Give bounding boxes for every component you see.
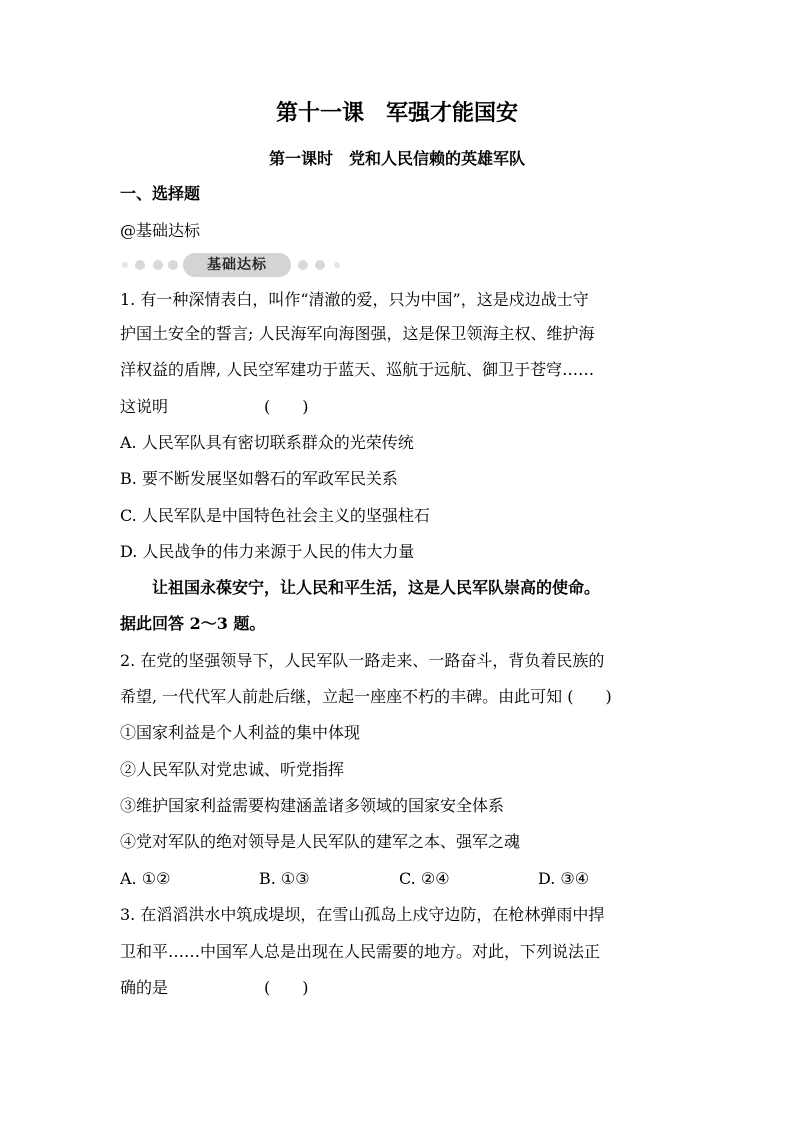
question-2-option-a: A. ①②: [120, 869, 171, 888]
question-1-option-a: A. 人民军队具有密切联系群众的光荣传统: [120, 433, 414, 452]
question-1-line: 洋权益的盾牌, 人民空军建功于蓝天、巡航于远航、御卫于苍穹……: [120, 360, 595, 379]
banner-label: 基础达标: [183, 253, 291, 277]
question-2-statement: ①国家利益是个人利益的集中体现: [120, 723, 361, 742]
question-1-line: 这说明 ( ): [120, 397, 309, 416]
material-text: 让祖国永葆安宁，让人民和平生活，这是人民军队崇高的使命。: [152, 578, 601, 597]
banner-dot: [153, 260, 163, 270]
banner-dot: [122, 262, 128, 268]
level-note: @基础达标: [120, 221, 201, 240]
question-2-statement: ③维护国家利益需要构建涵盖诸多领域的国家安全体系: [120, 796, 505, 815]
question-3-line: 3. 在滔滔洪水中筑成堤坝，在雪山孤岛上戍守边防，在枪林弹雨中捍: [120, 905, 605, 924]
lesson-title: 第十一课 军强才能国安: [275, 101, 518, 126]
banner-dot: [135, 260, 145, 270]
banner-dot: [298, 260, 308, 270]
question-1-option-d: D. 人民战争的伟力来源于人民的伟大力量: [120, 542, 415, 561]
question-2-line: 希望, 一代代军人前赴后继，立起一座座不朽的丰碑。由此可知 ( ): [120, 687, 612, 706]
banner-dot: [315, 260, 325, 270]
question-2-statement: ④党对军队的绝对领导是人民军队的建军之本、强军之魂: [120, 832, 521, 851]
lesson-subtitle: 第一课时 党和人民信赖的英雄军队: [268, 149, 525, 168]
section-heading: 一、选择题: [120, 184, 201, 203]
question-2-option-d: D. ③④: [538, 869, 590, 888]
question-3-line: 卫和平……中国军人总是出现在人民需要的地方。对此，下列说法正: [120, 942, 601, 961]
question-2-option-c: C. ②④: [399, 869, 450, 888]
question-2-line: 2. 在党的坚强领导下，人民军队一路走来、一路奋斗，背负着民族的: [120, 651, 605, 670]
banner-dot: [334, 262, 340, 268]
question-2-statement: ②人民军队对党忠诚、听党指挥: [120, 760, 345, 779]
question-1-option-b: B. 要不断发展坚如磐石的军政军民关系: [120, 469, 398, 488]
question-1-option-c: C. 人民军队是中国特色社会主义的坚强柱石: [120, 506, 430, 525]
level-banner: [120, 253, 360, 277]
question-1-line: 护国土安全的誓言; 人民海军向海图强，这是保卫领海主权、维护海: [120, 324, 595, 343]
question-1-line: 1. 有一种深情表白，叫作“清澈的爱，只为中国”，这是戍边战士守: [120, 290, 589, 309]
question-3-line: 确的是 ( ): [120, 978, 309, 997]
banner-dot: [168, 260, 178, 270]
question-2-option-b: B. ①③: [259, 869, 310, 888]
material-text: 据此回答 2～3 题。: [120, 614, 266, 633]
